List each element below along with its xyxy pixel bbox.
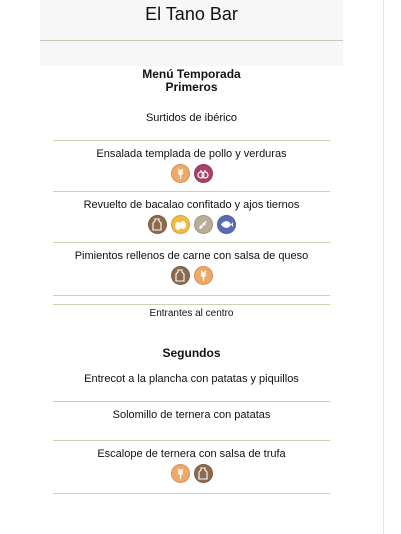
dish-name: Revuelto de bacalao confitado y ajos tiernos: [83, 199, 300, 211]
fish-icon: [217, 215, 236, 234]
list-item: [53, 141, 330, 192]
menu-content: [53, 66, 330, 494]
allergen-icons: [53, 164, 330, 183]
header-subbar: [40, 41, 343, 66]
soy-icon: [194, 215, 213, 234]
list-item: [53, 360, 330, 402]
dish-name: Escalope de ternera con salsa de trufa: [97, 448, 286, 460]
header: [40, 0, 343, 41]
section-title-segundos: Segundos: [162, 346, 221, 360]
allergen-icons: [53, 464, 330, 483]
gluten-icon: [171, 464, 190, 483]
dish-name: Entrecot a la plancha con patatas y piquillos: [84, 373, 299, 385]
section-title-primeros: Primeros: [165, 80, 218, 94]
list-item: [53, 94, 330, 141]
dish-name: Pimientos rellenos de carne con salsa de queso: [74, 250, 309, 262]
milk-icon: [171, 266, 190, 285]
divider: [53, 296, 330, 305]
dish-name: Ensalada templada de pollo y verduras: [96, 148, 287, 160]
list-item: [53, 243, 330, 296]
page-title: El Tano Bar: [145, 4, 238, 24]
sulphites-icon: [194, 164, 213, 183]
allergen-icons: [53, 215, 330, 234]
eggs-icon: [171, 215, 190, 234]
scrollbar-track[interactable]: [383, 0, 401, 534]
section-note: Entrantes al centro: [149, 308, 234, 319]
list-item: [53, 402, 330, 441]
milk-icon: [194, 464, 213, 483]
gluten-icon: [194, 266, 213, 285]
list-item: [53, 441, 330, 494]
dish-name: Surtidos de ibérico: [145, 112, 238, 124]
list-item: [53, 192, 330, 243]
dish-name: Solomillo de ternera con patatas: [112, 409, 271, 421]
gluten-icon: [171, 164, 190, 183]
allergen-icons: [53, 266, 330, 285]
menu-title: Menú Temporada: [142, 67, 241, 81]
milk-icon: [148, 215, 167, 234]
